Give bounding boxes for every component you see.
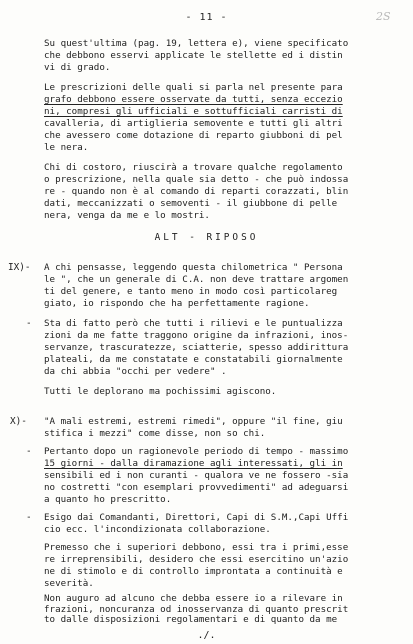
paragraph-stellette — [44, 38, 348, 74]
text-line: Su quest'ultima (pag. 19, lettera e), viene specificato — [44, 38, 349, 49]
text-line: Chi di costoro, riuscirà a trovare qualche regolamento — [44, 162, 343, 173]
text-line: cio ecc. l'incondizionata collaborazione. — [44, 524, 271, 536]
dash-marker: - — [26, 318, 32, 329]
text-line: cavalleria, di artiglieria semovente e tutti gli altri — [44, 118, 343, 130]
text-line: Le prescrizioni delle quali si parla nel presente para — [44, 82, 343, 93]
section-heading: ALT - RIPOSO — [154, 232, 259, 243]
text-line: vi di grado. — [44, 62, 111, 74]
text-line: o prescrizione, nella quale sia detto - che può indossa — [44, 174, 349, 186]
text-line: severità. — [44, 578, 94, 590]
text-line: che debbono esservi applicate le stellette ed i distin — [44, 50, 343, 62]
text-line: Tutti le deplorano ma pochissimi agiscono. — [44, 386, 277, 397]
text-line: sensibili ed i non curanti - qualora ve ne fossero -sia — [44, 470, 349, 482]
text-line: nera, venga da me e lo mostri. — [44, 210, 210, 222]
text-line: Pertanto dopo un ragionevole periodo di tempo - massimo — [44, 446, 349, 457]
dash-marker: - — [26, 446, 32, 457]
paragraph-deplorano — [44, 386, 276, 398]
text-line: le nera. — [44, 142, 89, 154]
paragraph-costoro — [44, 162, 348, 222]
text-line: le ", che un generale di C.A. non deve trattare argomen — [44, 274, 349, 286]
text-line: ne di stimolo e di controllo improntata a continuità e — [44, 566, 343, 578]
paragraph-premesso — [44, 542, 348, 590]
dash-marker: - — [26, 512, 32, 523]
paragraph-rilievi — [44, 318, 348, 378]
text-line: "A mali estremi, estremi rimedi", oppure "il fine, giu — [44, 416, 343, 427]
paragraph-esigo — [44, 512, 348, 536]
section-marker-x: X)- — [10, 416, 27, 427]
text-line: no costretti "con esemplari provvedimenti" ad adeguarsi — [44, 482, 349, 494]
paragraph-pertanto — [44, 446, 348, 506]
text-line: frazioni, noncuranza od inosservanza di quanto prescrit — [44, 603, 349, 615]
section-marker-ix: IX)- — [8, 262, 31, 273]
text-line: to dalle disposizioni regolamentari e di quanto da me — [44, 614, 338, 625]
text-line: zioni da me fatte traggono origine da infrazioni, inos- — [44, 330, 349, 342]
paragraph-non-auguro — [44, 594, 348, 626]
text-line: re irreprensibili, desidero che essi esercitino un'azio — [44, 554, 349, 566]
paragraph-chilometrica — [44, 262, 348, 310]
text-line: re - quando non è al comando di reparti corazzati, blin — [44, 186, 349, 198]
text-line: che avessero come dotazione di reparto giubboni di pel — [44, 130, 343, 142]
text-line: da chi abbia "occhi per vedere" . — [44, 366, 227, 378]
text-line: stifica i mezzi" come disse, non so chi. — [44, 428, 266, 440]
paragraph-prescrizioni — [44, 82, 343, 155]
text-line: servanze, trascuratezze, sciatterie, spesso addirittura — [44, 342, 349, 354]
text-line: a quanto ho prescritto. — [44, 494, 172, 506]
text-line: ti del genere, e tanto meno in modo così particolareg — [44, 286, 338, 298]
text-line: dati, meccanizzati o semoventi - il giubbone di pelle — [44, 198, 338, 210]
text-line: Sta di fatto però che tutti i rilievi e le puntualizza — [44, 318, 343, 329]
text-line: Esigo dai Comandanti, Direttori, Capi di S.M.,Capi Uffi — [44, 512, 349, 523]
page-continuation-mark: ./. — [197, 630, 216, 641]
text-line: 15 giorni - dalla diramazione agli interessati, gli in — [44, 458, 343, 470]
page-number: - 11 - — [185, 12, 228, 23]
text-line: giato, io rispondo che ha perfettamente ragione. — [44, 298, 310, 310]
text-line: A chi pensasse, leggendo questa chilometrica " Persona — [44, 262, 343, 273]
text-line: grafo debbono essere osservate da tutti, senza eccezio — [44, 94, 343, 106]
paragraph-estremi — [44, 416, 343, 440]
margin-annotation: 2S — [376, 10, 391, 23]
text-line: Premesso che i superiori debbono, essi tra i primi,esse — [44, 542, 349, 553]
text-line: plateali, da me constatate e constatabili giornalmente — [44, 354, 343, 366]
text-line: ni, compresi gli ufficiali e sottufficiali carristi di — [44, 106, 343, 118]
text-line: Non auguro ad alcuno che debba essere io a rilevare in — [44, 593, 343, 604]
